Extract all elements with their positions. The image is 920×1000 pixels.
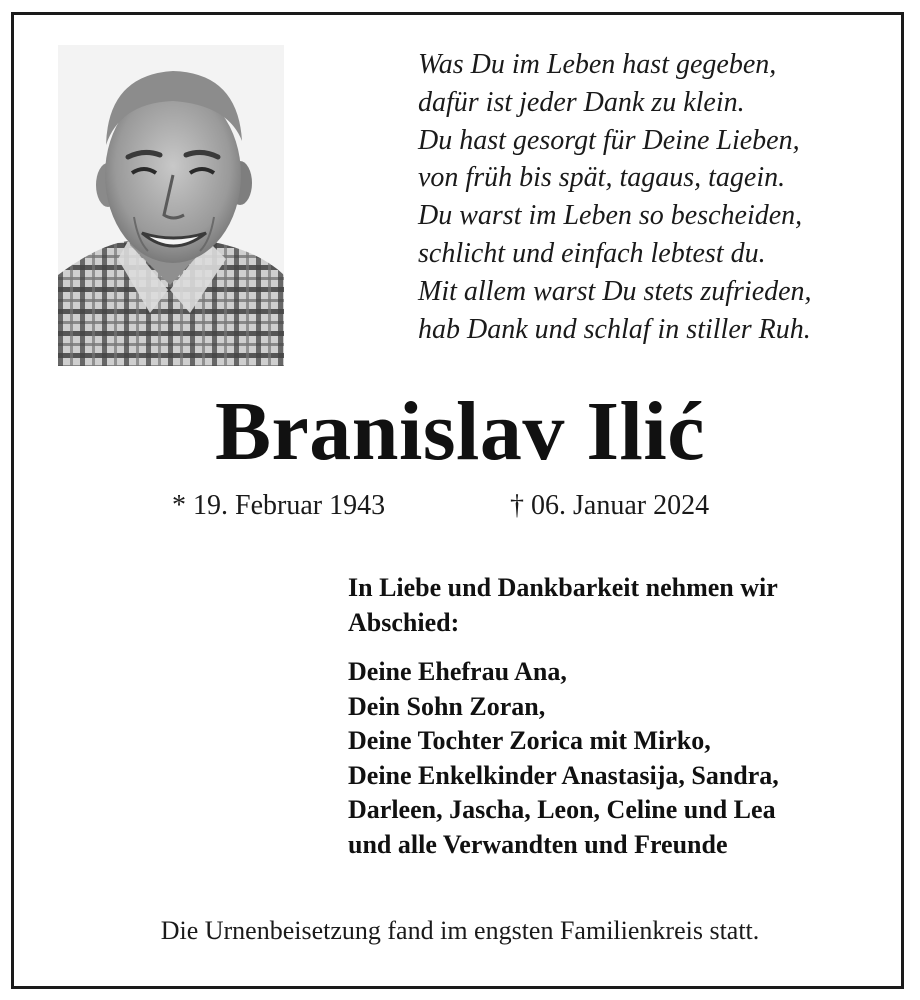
family-line: und alle Verwandten und Freunde — [348, 829, 728, 859]
family-line: Darleen, Jascha, Leon, Celine und Lea — [348, 795, 776, 824]
burial-note: Die Urnenbeisetzung fand im engsten Familienkreis statt. — [160, 916, 760, 945]
poem-line: Du warst im Leben so bescheiden, — [418, 200, 803, 232]
poem-line: hab Dank und schlaf in stiller Ruh. — [418, 313, 811, 345]
death-date: † 06. Januar 2024 — [510, 490, 710, 521]
family-line: Dein Sohn Zoran, — [348, 691, 546, 721]
birth-date: * 19. Februar 1943 — [172, 490, 386, 521]
poem-line: Was Du im Leben hast gegeben, — [418, 49, 777, 80]
memorial-poem — [418, 46, 888, 348]
poem-line: von früh bis spät, tagaus, tagein. — [418, 162, 786, 194]
deceased-name: Branislav Ilić — [214, 385, 706, 478]
poem-line: Du hast gesorgt für Deine Lieben, — [418, 124, 800, 156]
farewell-intro — [348, 571, 878, 640]
family-line: Deine Ehefrau Ana, — [348, 657, 567, 686]
intro-line: Abschied: — [348, 607, 460, 637]
intro-line: In Liebe und Dankbarkeit nehmen wir — [348, 573, 778, 602]
family-list — [348, 655, 878, 862]
poem-line: dafür ist jeder Dank zu klein. — [418, 86, 745, 118]
family-line: Deine Tochter Zorica mit Mirko, — [348, 726, 711, 755]
portrait-photo — [58, 45, 284, 366]
poem-line: schlicht und einfach lebtest du. — [418, 237, 766, 269]
poem-line: Mit allem warst Du stets zufrieden, — [418, 275, 812, 307]
family-line: Deine Enkelkinder Anastasija, Sandra, — [348, 760, 779, 790]
mourners-block — [348, 571, 878, 862]
